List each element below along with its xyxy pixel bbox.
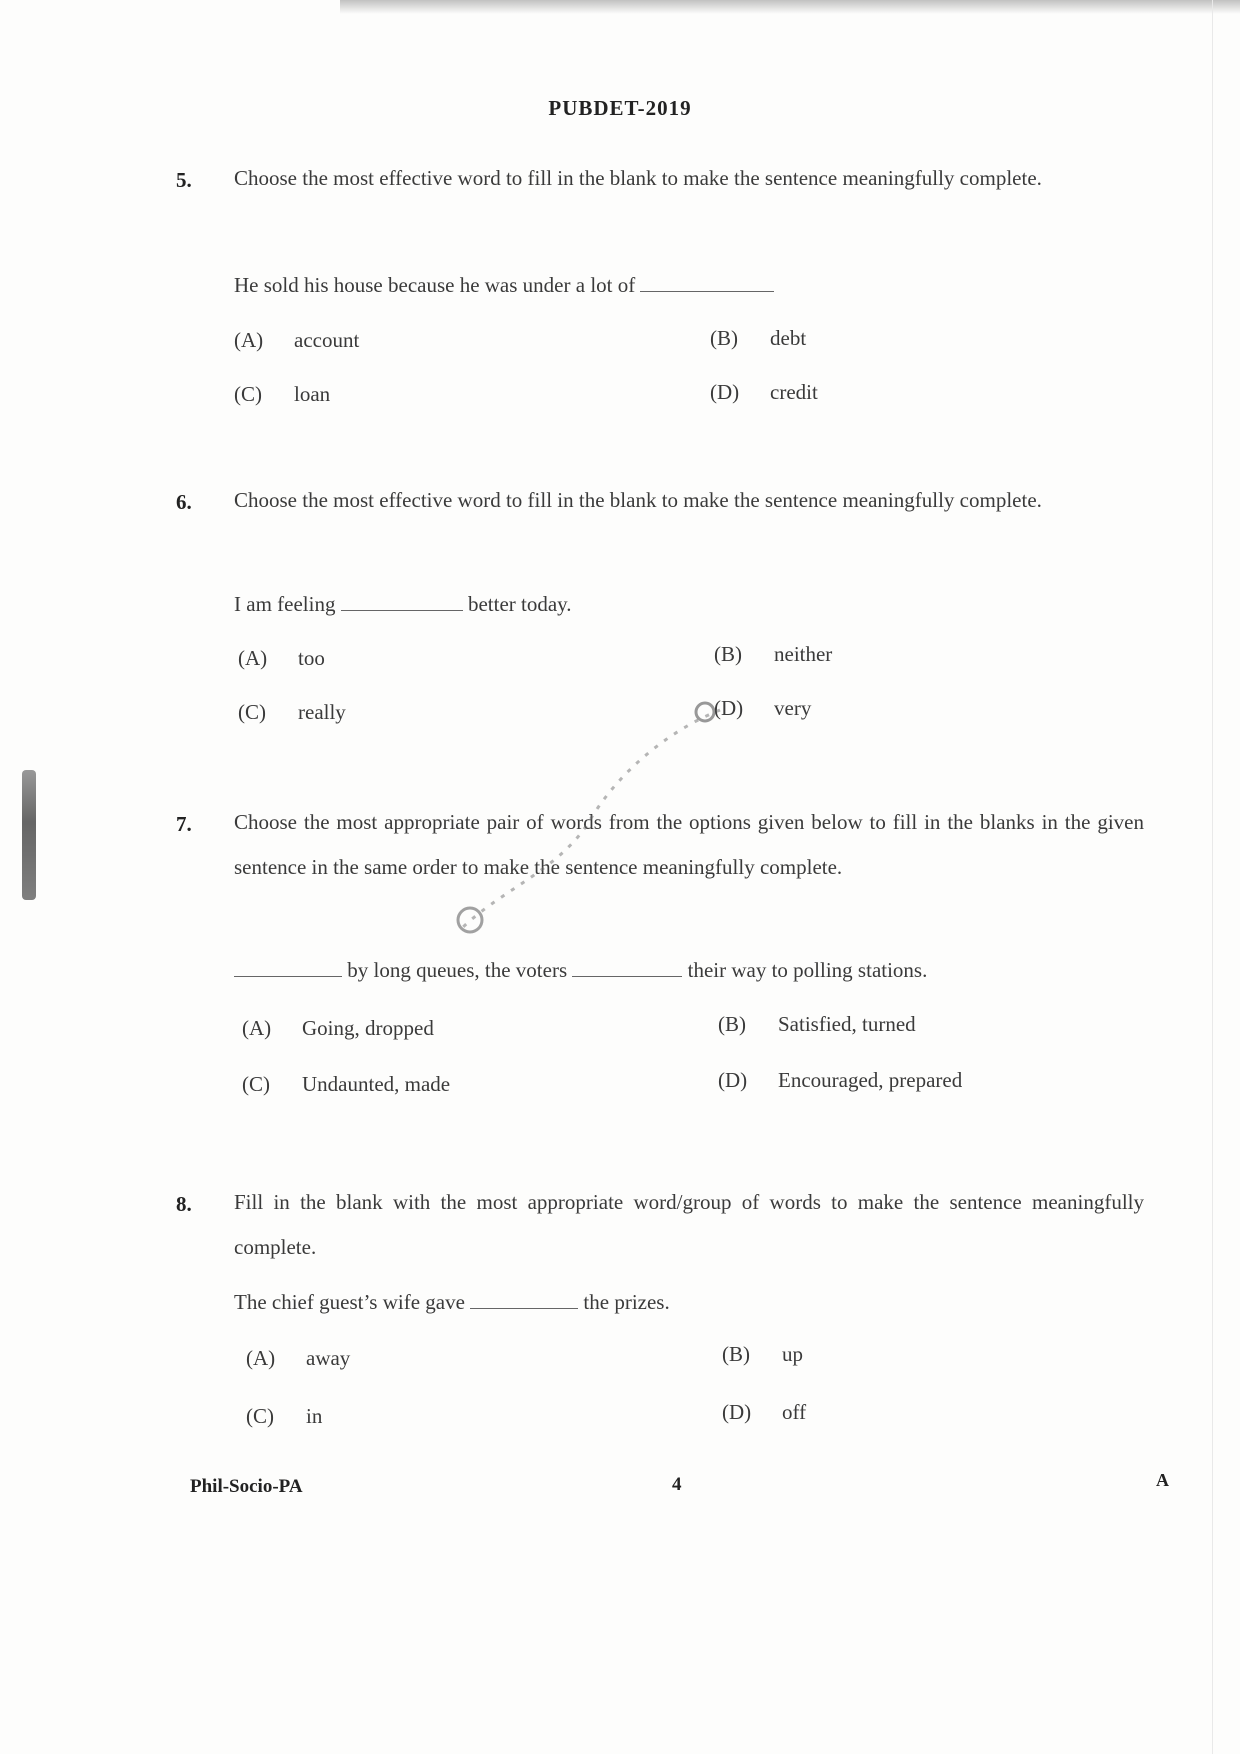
sentence-after: their way to polling stations. (687, 958, 928, 982)
option-text: Going, dropped (302, 1016, 434, 1040)
option-b (722, 1342, 803, 1367)
option-a (238, 646, 325, 671)
question-sentence (234, 958, 927, 983)
option-text: in (306, 1404, 323, 1428)
option-label: (D) (718, 1068, 748, 1092)
scan-edge-mark (22, 770, 36, 900)
option-label: (A) (242, 1016, 272, 1040)
answer-blank-2 (572, 958, 682, 977)
option-text: very (774, 696, 812, 720)
sentence-after: the prizes. (583, 1290, 670, 1314)
option-a (234, 328, 359, 353)
option-label: (B) (710, 326, 738, 350)
option-label: (C) (242, 1072, 270, 1096)
option-label: (C) (246, 1404, 274, 1428)
sentence-before: He sold his house because he was under a lot of (234, 273, 636, 297)
question-text: Choose the most appropriate pair of words from the options given below to fill in the blanks in the given sentence in the same order to make the sentence meaningfully complete. (234, 810, 1144, 879)
option-label: (C) (238, 700, 266, 724)
option-text: Satisfied, turned (778, 1012, 916, 1036)
option-label: (A) (246, 1346, 276, 1370)
option-label: (D) (710, 380, 740, 404)
option-text: Undaunted, made (302, 1072, 451, 1096)
option-c (242, 1072, 450, 1097)
option-a (246, 1346, 350, 1371)
sentence-mid: by long queues, the voters (347, 958, 568, 982)
question-number: 7. (176, 812, 192, 836)
page-title: PUBDET-2019 (548, 96, 692, 120)
question-sentence (234, 273, 774, 298)
option-text: account (294, 328, 360, 352)
scan-top-smudge (340, 0, 1240, 14)
option-text: credit (770, 380, 818, 404)
option-b (714, 642, 832, 667)
option-b (718, 1012, 916, 1037)
question-text: Fill in the blank with the most appropriate word/group of words to make the sentence meaningfully complete. (234, 1190, 1144, 1259)
option-label: (C) (234, 382, 262, 406)
option-label: (A) (238, 646, 268, 670)
sentence-after: better today. (467, 592, 572, 616)
option-text: up (782, 1342, 803, 1366)
footer-page-number: 4 (672, 1474, 682, 1495)
answer-blank (640, 273, 774, 292)
option-c (246, 1404, 322, 1429)
option-label: (B) (714, 642, 742, 666)
sentence-before: The chief guest’s wife gave (234, 1290, 465, 1314)
question-number: 8. (176, 1192, 192, 1216)
question-number: 5. (176, 168, 192, 192)
answer-blank (341, 592, 463, 611)
option-text: away (306, 1346, 351, 1370)
question-text: Choose the most effective word to fill in the blank to make the sentence meaningfully complete. (234, 488, 1042, 512)
option-text: really (298, 700, 346, 724)
option-label: (B) (722, 1342, 750, 1366)
option-text: Encouraged, prepared (778, 1068, 963, 1092)
question-sentence (234, 1290, 670, 1315)
footer-subject-code: Phil-Socio-PA (190, 1476, 303, 1497)
option-a (242, 1016, 434, 1041)
option-c (234, 382, 330, 407)
option-label: (A) (234, 328, 264, 352)
scan-right-line (1212, 0, 1213, 1754)
option-label: (B) (718, 1012, 746, 1036)
question-sentence (234, 592, 572, 617)
option-text: debt (770, 326, 807, 350)
watermark-stamp (440, 690, 760, 950)
option-text: too (298, 646, 325, 670)
option-d (722, 1400, 806, 1425)
option-label: (D) (722, 1400, 752, 1424)
option-text: loan (294, 382, 331, 406)
option-text: off (782, 1400, 807, 1424)
footer-set-code: A (1156, 1470, 1169, 1490)
question-number: 6. (176, 490, 192, 514)
answer-blank (470, 1290, 578, 1309)
option-text: neither (774, 642, 833, 666)
option-b (710, 326, 806, 351)
answer-blank-1 (234, 958, 342, 977)
option-c (238, 700, 346, 725)
option-label: (D) (714, 696, 744, 720)
option-d (718, 1068, 962, 1093)
sentence-before: I am feeling (234, 592, 336, 616)
question-text: Choose the most effective word to fill in the blank to make the sentence meaningfully complete. (234, 166, 1042, 190)
option-d (710, 380, 818, 405)
